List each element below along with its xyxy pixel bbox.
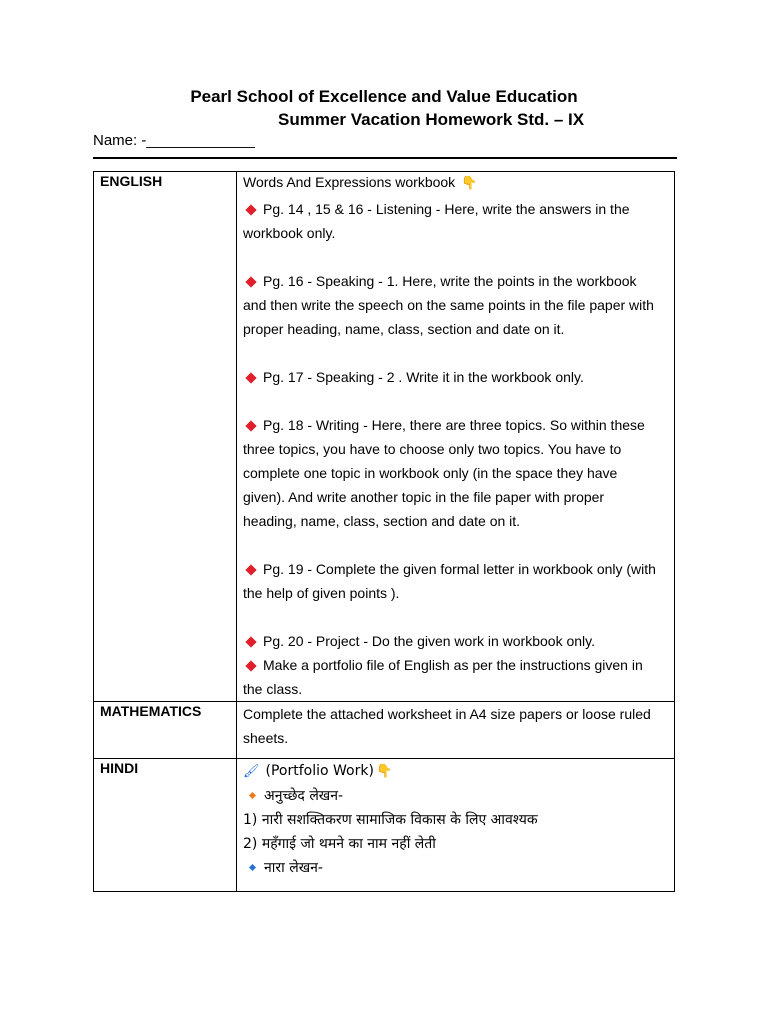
school-name: Pearl School of Excellence and Value Education xyxy=(190,87,578,106)
list-item-cont: given). And write another topic in the file paper with proper xyxy=(243,489,605,505)
list-item: Pg. 18 - Writing - Here, there are three topics. So within these xyxy=(243,413,668,437)
red-diamond-bullet-icon xyxy=(245,276,256,287)
mathematics-content xyxy=(237,702,675,759)
math-line: sheets. xyxy=(243,730,289,746)
subject-mathematics: MATHEMATICS xyxy=(94,702,237,759)
red-diamond-bullet-icon xyxy=(245,204,256,215)
homework-table xyxy=(93,171,675,892)
list-item: Pg. 20 - Project - Do the given work in workbook only. xyxy=(243,629,668,653)
red-diamond-bullet-icon xyxy=(245,636,256,647)
list-item: Pg. 17 - Speaking - 2 . Write it in the workbook only. xyxy=(243,365,668,389)
list-item-cont: heading, name, class, section and date on it. xyxy=(243,513,521,529)
red-diamond-bullet-icon xyxy=(245,420,256,431)
red-diamond-bullet-icon xyxy=(245,372,256,383)
english-row xyxy=(94,172,675,702)
list-item-cont: complete one topic in workbook only (in the space they have xyxy=(243,465,618,481)
pointing-down-hand-icon: 👇 xyxy=(375,764,393,779)
list-item-cont: the help of given points ). xyxy=(243,585,400,601)
hindi-slogan-heading: नारा लेखन- xyxy=(243,856,668,880)
mathematics-row xyxy=(94,702,675,759)
english-content xyxy=(237,172,675,702)
list-item-cont: the class. xyxy=(243,681,303,697)
english-intro: Words And Expressions workbook 👇 xyxy=(243,174,478,190)
list-item: Pg. 14 , 15 & 16 - Listening - Here, write the answers in the xyxy=(243,197,668,221)
hindi-topic-2: 2) महँगाई जो थमने का नाम नहीं लेती xyxy=(243,836,436,852)
list-item-cont: workbook only. xyxy=(243,225,336,241)
hindi-row xyxy=(94,759,675,892)
homework-subtitle: Summer Vacation Homework Std. – IX xyxy=(278,110,585,129)
header-divider xyxy=(93,157,677,159)
hindi-content xyxy=(237,759,675,892)
hindi-topic-1: 1) नारी सशक्तिकरण सामाजिक विकास के लिए आवश्यक xyxy=(243,812,538,828)
list-item: Make a portfolio file of English as per the instructions given in xyxy=(243,653,668,677)
list-item-cont: and then write the speech on the same points in the file paper with xyxy=(243,297,654,313)
list-item: Pg. 19 - Complete the given formal letter in workbook only (with xyxy=(243,557,668,581)
red-diamond-bullet-icon xyxy=(245,660,256,671)
red-diamond-bullet-icon xyxy=(245,564,256,575)
orange-diamond-bullet-icon xyxy=(249,791,256,798)
blue-diamond-bullet-icon xyxy=(249,863,256,870)
subject-english: ENGLISH xyxy=(94,172,237,702)
subject-hindi: HINDI xyxy=(94,759,237,892)
math-line: Complete the attached worksheet in A4 size papers or loose ruled xyxy=(243,706,651,722)
name-field-label: Name: -_____________ xyxy=(93,132,255,149)
paintbrush-icon: 🖌 xyxy=(243,764,260,779)
list-item-cont: three topics, you have to choose only two topics. You have to xyxy=(243,441,622,457)
hindi-para-heading: अनुच्छेद लेखन- xyxy=(243,784,668,808)
hindi-portfolio-line: 🖌 (Portfolio Work) 👇 xyxy=(243,763,393,779)
list-item-cont: proper heading, name, class, section and date on it. xyxy=(243,321,565,337)
list-item: Pg. 16 - Speaking - 1. Here, write the points in the workbook xyxy=(243,269,668,293)
pointing-down-hand-icon: 👇 xyxy=(461,175,478,190)
